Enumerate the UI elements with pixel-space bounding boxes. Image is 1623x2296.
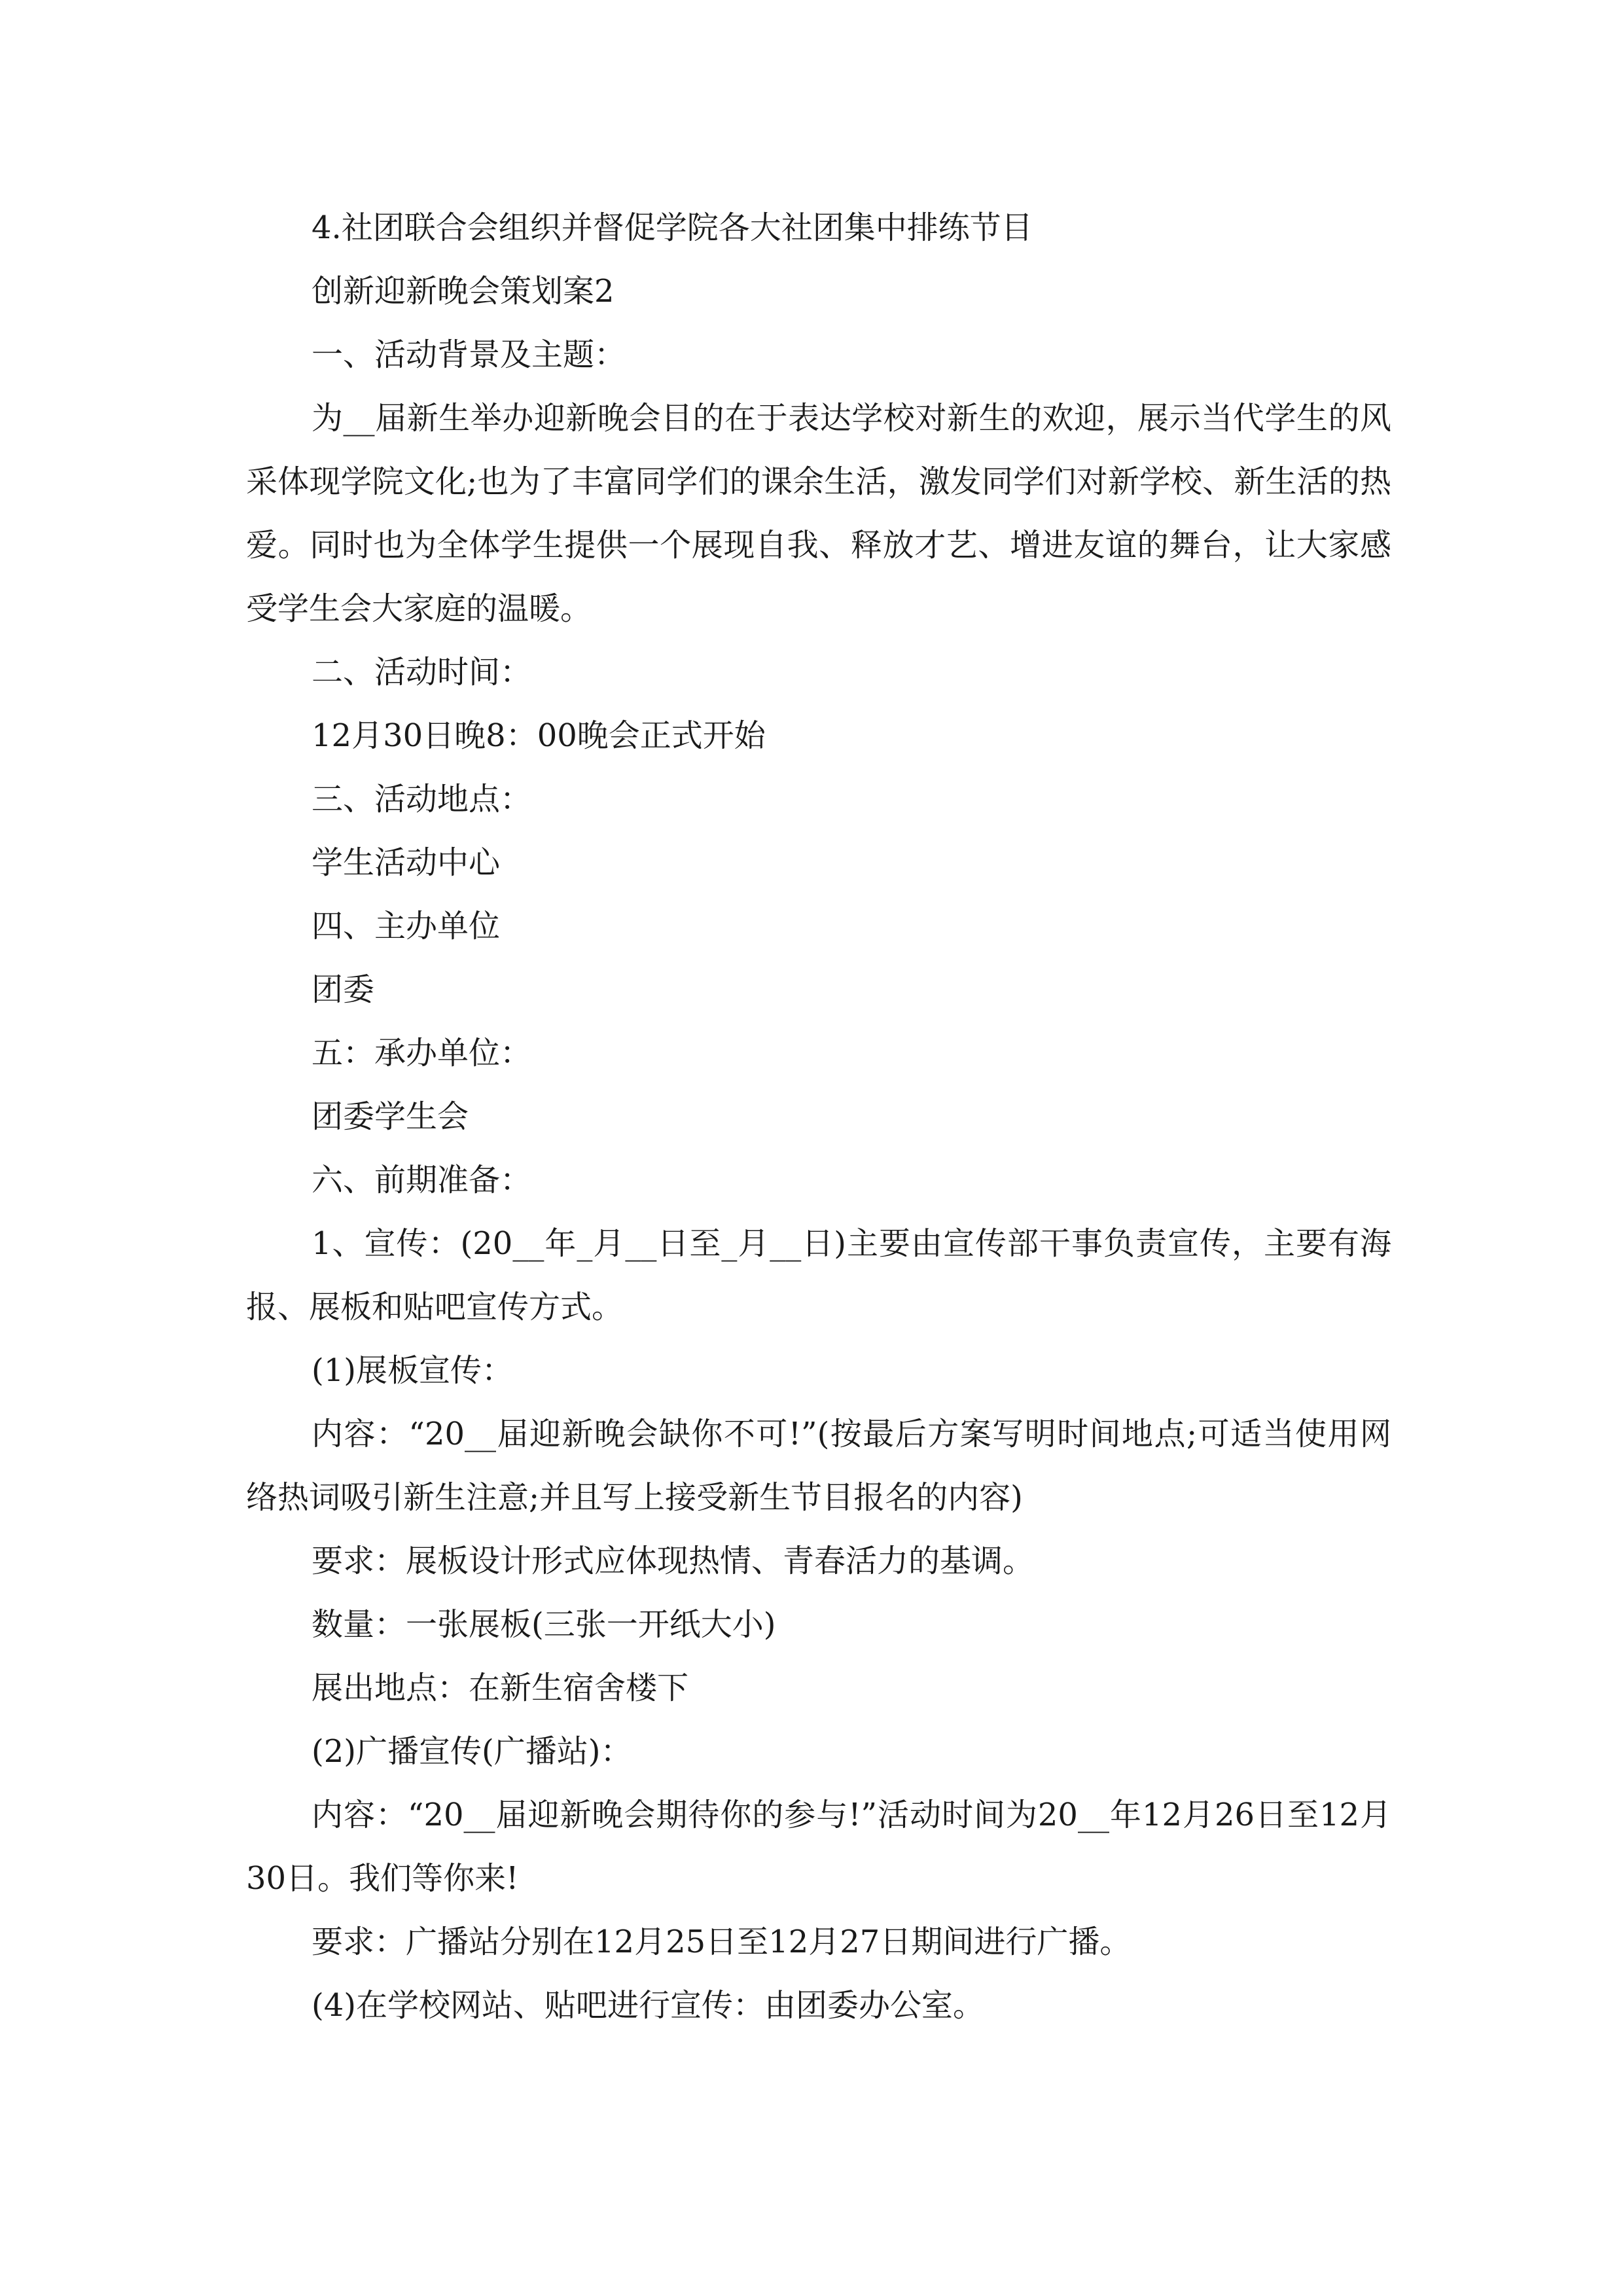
paragraph: 展出地点：在新生宿舍楼下 bbox=[312, 1670, 689, 1706]
paragraph: 4.社团联合会组织并督促学院各大社团集中排练节目 bbox=[312, 209, 1033, 246]
document-body bbox=[246, 196, 1391, 2037]
paragraph: 12月30日晚8：00晚会正式开始 bbox=[312, 717, 766, 754]
paragraph: 要求：广播站分别在12月25日至12月27日期间进行广播。 bbox=[312, 1924, 1132, 1960]
paragraph: 学生活动中心 bbox=[312, 844, 501, 881]
section-heading: 一、活动背景及主题： bbox=[312, 336, 626, 373]
section-heading: 四、主办单位 bbox=[312, 908, 501, 944]
paragraph: 内容：“20__届迎新晚会期待你的参与!”活动时间为20__年12月26日至12月30日。我们等你来! bbox=[246, 1797, 1391, 1897]
paragraph: 为__届新生举办迎新晚会目的在于表达学校对新生的欢迎，展示当代学生的风采体现学院文化;也为了丰富同学们的课余生活，激发同学们对新学校、新生活的热爱。同时也为全体学生提供一个展现自我、释放才艺、增进友谊的舞台，让大家感受学生会大家庭的温暖。 bbox=[246, 400, 1391, 627]
paragraph: 要求：展板设计形式应体现热情、青春活力的基调。 bbox=[312, 1543, 1035, 1579]
section-heading: 三、活动地点： bbox=[312, 781, 532, 817]
subsection-heading: (1)展板宣传： bbox=[312, 1352, 513, 1389]
section-title: 创新迎新晚会策划案2 bbox=[312, 273, 615, 310]
section-heading: 二、活动时间： bbox=[312, 654, 532, 691]
subsection-heading: (2)广播宣传(广播站)： bbox=[312, 1733, 632, 1770]
section-heading: 六、前期准备： bbox=[312, 1162, 532, 1198]
section-heading: 五：承办单位： bbox=[312, 1035, 532, 1071]
paragraph: 团委学生会 bbox=[312, 1098, 469, 1135]
paragraph: 数量：一张展板(三张一开纸大小) bbox=[312, 1606, 776, 1643]
paragraph: 1、宣传：(20__年_月__日至_月__日)主要由宣传部干事负责宣传，主要有海报、展板和贴吧宣传方式。 bbox=[246, 1225, 1391, 1325]
paragraph: (4)在学校网站、贴吧进行宣传：由团委办公室。 bbox=[312, 1987, 984, 2024]
paragraph: 团委 bbox=[312, 971, 375, 1008]
paragraph: 内容：“20__届迎新晚会缺你不可!”(按最后方案写明时间地点;可适当使用网络热词吸引新生注意;并且写上接受新生节目报名的内容) bbox=[246, 1416, 1391, 1516]
